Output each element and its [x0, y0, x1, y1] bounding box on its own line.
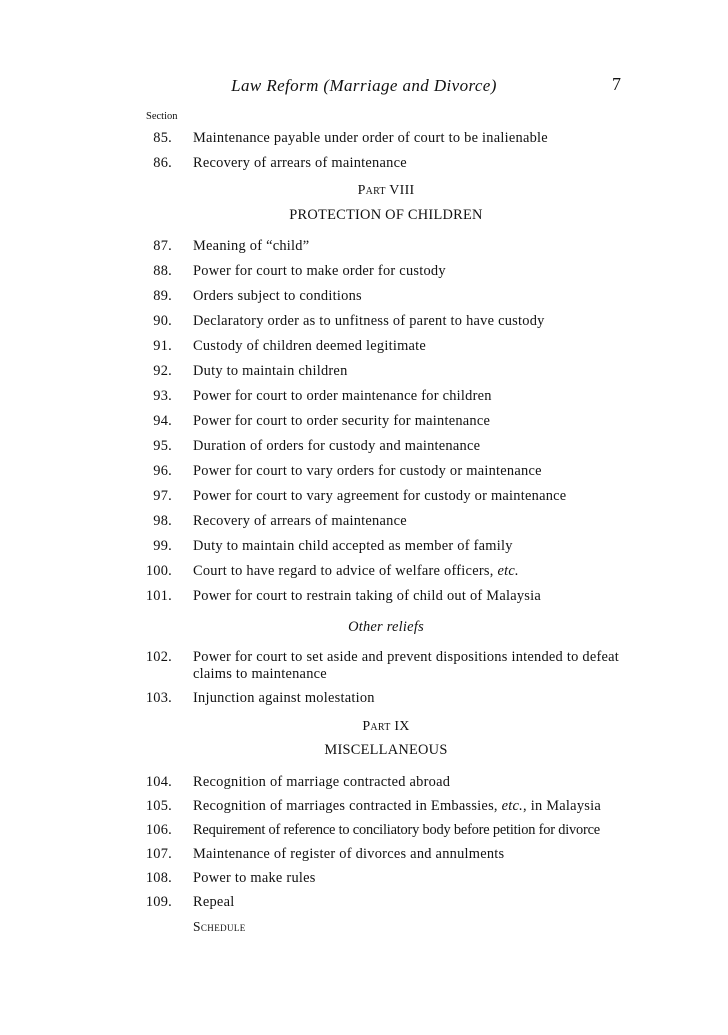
toc-entry — [0, 313, 728, 330]
subheading-other-reliefs: Other reliefs — [348, 619, 424, 635]
section-number: 105. — [145, 798, 172, 814]
section-number: 96. — [153, 463, 172, 479]
section-title: Duration of orders for custody and maintenance — [193, 438, 481, 454]
section-number: 86. — [153, 155, 172, 171]
toc-entry — [0, 238, 728, 255]
toc-entry — [0, 363, 728, 380]
section-title: Recovery of arrears of maintenance — [193, 513, 407, 529]
toc-entry — [0, 288, 728, 305]
section-number: 91. — [153, 338, 172, 354]
section-title-wrapper — [193, 649, 633, 683]
section-number: 106. — [145, 822, 172, 838]
section-title-wrapper — [193, 798, 633, 815]
section-title: Power for court to make order for custody — [193, 263, 446, 279]
section-number: 90. — [153, 313, 172, 329]
section-title-continued: claims to maintenance — [193, 666, 327, 682]
section-title: Power for court to vary orders for custody or maintenance — [193, 463, 542, 479]
section-number: 103. — [145, 690, 172, 706]
section-title: Power to make rules — [193, 870, 316, 886]
section-number: 98. — [153, 513, 172, 529]
toc-entry — [0, 413, 728, 430]
section-column-label: Section — [146, 111, 178, 122]
section-number: 88. — [153, 263, 172, 279]
toc-entry — [0, 488, 728, 505]
part-label: Part VIII — [357, 183, 415, 198]
toc-entry — [0, 822, 728, 839]
toc-entry — [0, 588, 728, 605]
section-title: Maintenance payable under order of court to be inalienable — [193, 130, 548, 146]
section-number: 93. — [153, 388, 172, 404]
toc-entry — [0, 338, 728, 355]
section-title: Maintenance of register of divorces and annulments — [193, 846, 505, 862]
section-title: Declaratory order as to unfitness of parent to have custody — [193, 313, 545, 329]
section-title: Recovery of arrears of maintenance — [193, 155, 407, 171]
section-title-italic: etc. — [501, 798, 524, 814]
toc-entry — [0, 563, 728, 580]
part-title: PROTECTION OF CHILDREN — [289, 207, 483, 223]
section-number: 97. — [153, 488, 172, 504]
part-title: MISCELLANEOUS — [324, 742, 448, 758]
section-title: Court to have regard to advice of welfare officers, — [193, 563, 494, 579]
section-number: 85. — [153, 130, 172, 146]
section-title: Duty to maintain children — [193, 363, 348, 379]
toc-entry — [0, 155, 728, 172]
section-title: Requirement of reference to conciliatory body before petition for divorce — [193, 822, 600, 838]
section-number: 101. — [145, 588, 172, 604]
section-title: Recognition of marriage contracted abroad — [193, 774, 451, 790]
toc-entry — [0, 846, 728, 863]
page-number: 7 — [612, 74, 621, 94]
section-title: Orders subject to conditions — [193, 288, 362, 304]
toc-entry — [0, 438, 728, 455]
toc-entry — [0, 798, 728, 815]
section-number: 102. — [145, 649, 172, 665]
section-number: 94. — [153, 413, 172, 429]
section-title: Repeal — [193, 894, 235, 910]
section-number: 92. — [153, 363, 172, 379]
section-number: 87. — [153, 238, 172, 254]
section-number: 109. — [145, 894, 172, 910]
table-of-contents — [0, 130, 728, 935]
section-title: Power for court to order security for maintenance — [193, 413, 491, 429]
section-title: Injunction against molestation — [193, 690, 375, 706]
toc-entry — [0, 774, 728, 791]
schedule-label: Schedule — [193, 919, 246, 934]
section-number: 89. — [153, 288, 172, 304]
toc-entry — [0, 388, 728, 405]
section-title-italic: etc. — [497, 563, 519, 579]
section-number: 104. — [145, 774, 172, 790]
toc-entry — [0, 690, 728, 707]
section-number: 100. — [145, 563, 172, 579]
running-title: Law Reform (Marriage and Divorce) — [231, 76, 497, 95]
section-number: 99. — [153, 538, 172, 554]
section-title: Custody of children deemed legitimate — [193, 338, 427, 354]
toc-entry — [0, 894, 728, 911]
section-title: Power for court to vary agreement for custody or maintenance — [193, 488, 567, 504]
section-title: Power for court to restrain taking of child out of Malaysia — [193, 588, 542, 604]
toc-entry — [0, 130, 728, 147]
toc-entry — [0, 649, 728, 683]
section-number: 95. — [153, 438, 172, 454]
section-title-end: , in Malaysia — [523, 798, 602, 814]
section-title: Recognition of marriages contracted in Embassies, — [193, 798, 498, 814]
toc-entry — [0, 263, 728, 280]
section-title: Power for court to set aside and prevent dispositions intended to defeat — [193, 649, 620, 665]
section-title-wrapper — [193, 563, 633, 580]
section-title: Duty to maintain child accepted as member of family — [193, 538, 513, 554]
toc-entry — [0, 538, 728, 555]
section-number: 107. — [145, 846, 172, 862]
section-number: 108. — [145, 870, 172, 886]
section-title: Meaning of “child” — [193, 238, 310, 254]
toc-entry — [0, 463, 728, 480]
toc-entry — [0, 513, 728, 530]
toc-entry — [0, 870, 728, 887]
part-label: Part IX — [362, 719, 410, 734]
section-title: Power for court to order maintenance for children — [193, 388, 492, 404]
